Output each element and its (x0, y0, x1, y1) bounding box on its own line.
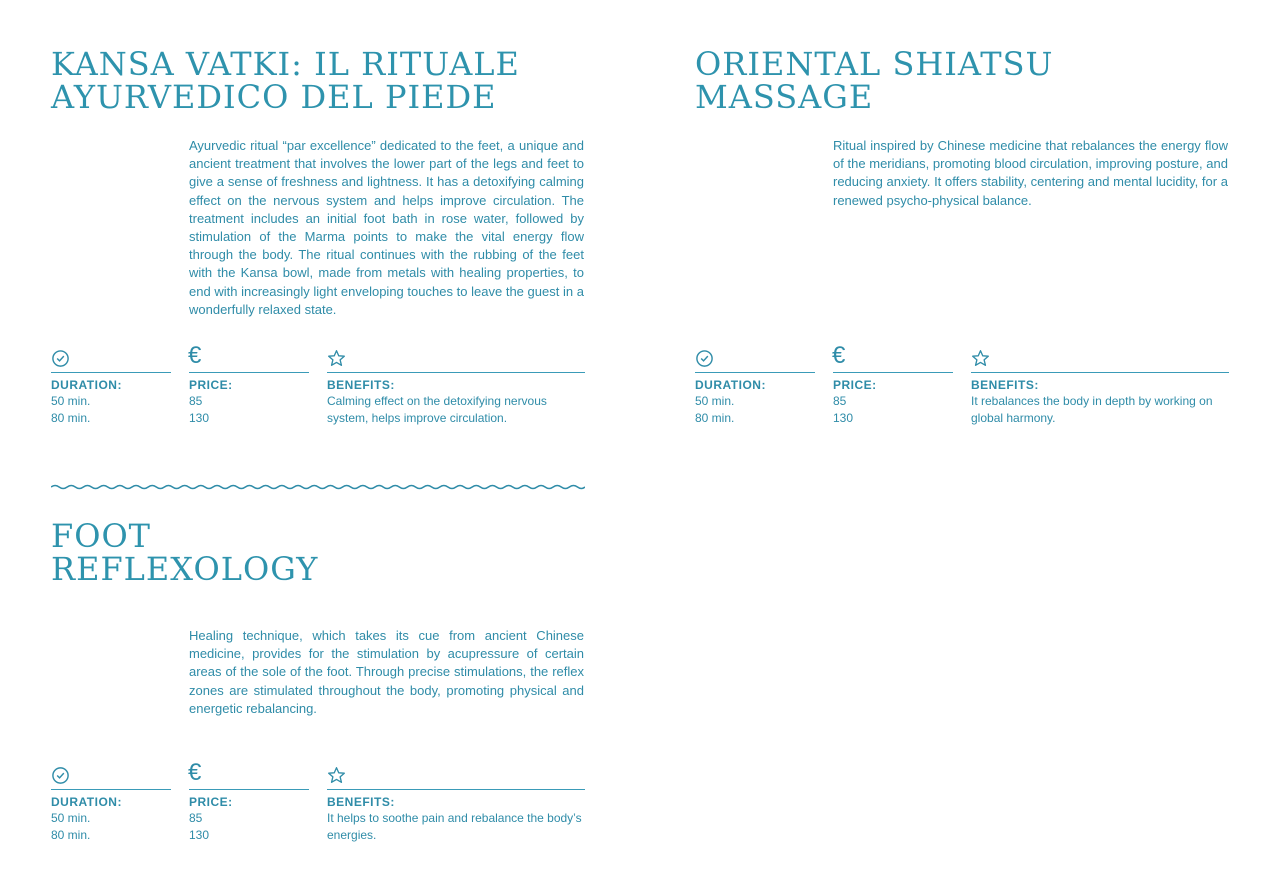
price-value: 130 (189, 827, 210, 842)
treatment-card-foot-reflexology (51, 517, 585, 860)
price-label: PRICE: (189, 795, 233, 809)
star-outline-icon (971, 349, 990, 368)
divider-line (51, 372, 171, 373)
divider-line (971, 372, 1229, 373)
divider-line (327, 789, 585, 790)
price-value: 85 (833, 394, 847, 408)
title-line: AYURVEDICO DEL PIEDE (51, 78, 497, 116)
euro-icon: € (188, 342, 202, 369)
treatment-title (51, 517, 585, 588)
price-block (832, 342, 953, 426)
clock-check-icon (695, 349, 714, 368)
duration-block (695, 346, 815, 426)
benefits-label: BENEFITS: (971, 378, 1039, 392)
euro-icon: € (832, 342, 846, 369)
duration-value: 80 min. (51, 827, 91, 842)
price-label: PRICE: (189, 378, 233, 392)
benefits-block (971, 346, 1229, 426)
price-block (188, 759, 309, 843)
price-value: 130 (189, 410, 210, 425)
divider-line (695, 372, 815, 373)
benefits-block (327, 763, 585, 843)
benefits-block (327, 346, 585, 426)
treatment-description: Ritual inspired by Chinese medicine that rebalances the energy flow of the meridians, promoting blood circulation, improving posture, and reducing anxiety. It offers stability, centering and mental lucidity, for a renewed psycho-physical balance. (833, 138, 1228, 208)
divider-line (189, 372, 309, 373)
divider-line (833, 372, 953, 373)
price-block (188, 342, 309, 426)
benefits-text: Calming effect on the detoxifying nervous system, helps improve circulation. (327, 394, 547, 425)
duration-value: 80 min. (695, 410, 735, 425)
clock-check-icon (51, 349, 70, 368)
duration-label: DURATION: (51, 795, 122, 809)
divider-line (51, 789, 171, 790)
duration-value: 50 min. (695, 394, 735, 408)
divider-line (327, 372, 585, 373)
treatment-info (695, 342, 1229, 436)
title-line: ORIENTAL SHIATSU (695, 45, 1054, 83)
treatment-title (51, 45, 585, 116)
duration-value: 80 min. (51, 410, 91, 425)
duration-label: DURATION: (695, 378, 766, 392)
duration-label: DURATION: (51, 378, 122, 392)
title-line: MASSAGE (695, 78, 874, 116)
duration-value: 50 min. (51, 394, 91, 408)
treatment-info (51, 759, 585, 853)
divider-line (189, 789, 309, 790)
euro-icon: € (188, 759, 202, 786)
treatment-card-kansa-vatki (51, 45, 585, 438)
price-label: PRICE: (833, 378, 877, 392)
treatment-description: Ayurvedic ritual “par excellence” dedicated to the feet, a unique and ancient treatment that involves the lower part of the legs and feet to give a sense of freshness and lightness. It has a detoxifying calming effect on the nervous system and helps improve circulation. The treatment includes an initial foot bath in rose water, followed by stimulation of the Marma points to make the vital energy flow through the body. The ritual continues with the rubbing of the feet with the Kansa bowl, made from metals with healing properties, to end with increasingly light enveloping touches to leave the guest in a wonderfully relaxed state. (189, 138, 584, 317)
title-line: REFLEXOLOGY (51, 550, 319, 588)
treatment-card-oriental-shiatsu (695, 45, 1229, 438)
treatment-description: Healing technique, which takes its cue from ancient Chinese medicine, provides for the stimulation by acupressure of certain areas of the sole of the foot. Through precise stimulations, the reflex zones are stimulated throughout the body, promoting physical and energetic rebalancing. (189, 628, 584, 716)
wave-divider (51, 480, 585, 494)
treatment-info (51, 342, 585, 436)
benefits-text: It helps to soothe pain and rebalance the body’s energies. (327, 811, 582, 842)
star-outline-icon (327, 349, 346, 368)
star-outline-icon (327, 766, 346, 785)
price-value: 130 (833, 410, 854, 425)
price-value: 85 (189, 394, 203, 408)
title-line: KANSA VATKI: IL RITUALE (51, 45, 520, 83)
benefits-text: It rebalances the body in depth by working on global harmony. (971, 394, 1213, 425)
treatment-title (695, 45, 1229, 116)
benefits-label: BENEFITS: (327, 795, 395, 809)
title-line: FOOT (51, 517, 152, 555)
price-value: 85 (189, 811, 203, 825)
clock-check-icon (51, 766, 70, 785)
duration-block (51, 763, 171, 843)
duration-value: 50 min. (51, 811, 91, 825)
duration-block (51, 346, 171, 426)
benefits-label: BENEFITS: (327, 378, 395, 392)
